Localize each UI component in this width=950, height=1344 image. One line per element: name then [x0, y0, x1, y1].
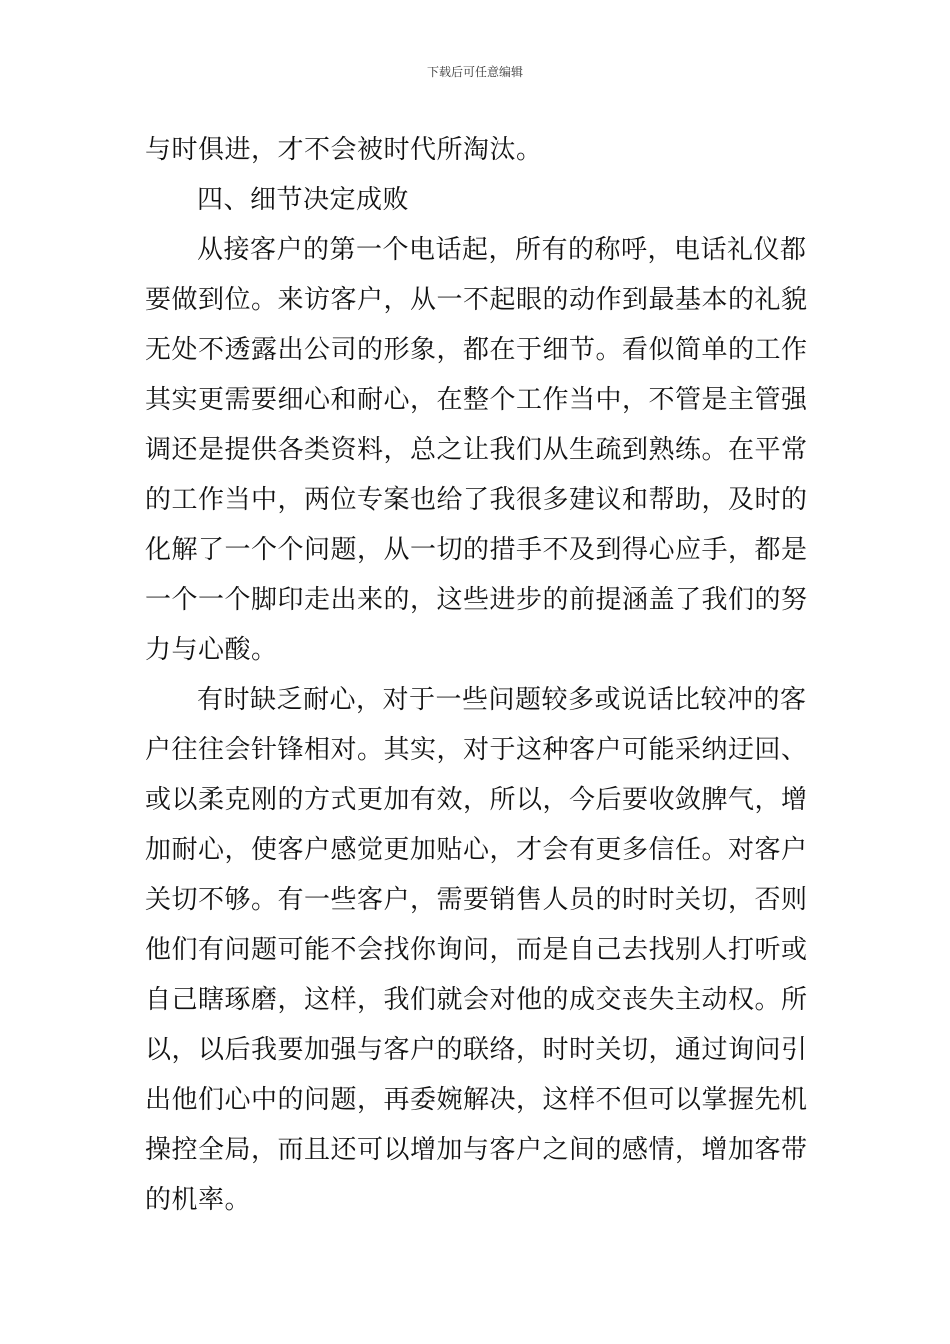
text-line: 的工作当中，两位专案也给了我很多建议和帮助，及时的 [145, 485, 808, 515]
text-line: 化解了一个个问题，从一切的措手不及到得心应手，都是 [145, 535, 808, 565]
text-line: 其实更需要细心和耐心，在整个工作当中，不管是主管强 [145, 385, 808, 415]
text-line: 出他们心中的问题，再委婉解决，这样不但可以掌握先机 [145, 1085, 808, 1115]
text-line: 他们有问题可能不会找你询问，而是自己去找别人打听或 [145, 935, 808, 965]
text-line: 的机率。 [145, 1185, 252, 1215]
text-line: 操控全局，而且还可以增加与客户之间的感情，增加客带 [145, 1135, 808, 1165]
text-line: 自己瞎琢磨，这样，我们就会对他的成交丧失主动权。所 [145, 985, 808, 1015]
text-line: 与时俱进，才不会被时代所淘汰。 [145, 135, 543, 165]
text-line: 户往往会针锋相对。其实，对于这种客户可能采纳迂回、 [145, 735, 808, 765]
text-line: 以，以后我要加强与客户的联络，时时关切，通过询问引 [145, 1035, 808, 1065]
text-line: 关切不够。有一些客户，需要销售人员的时时关切，否则 [145, 885, 808, 915]
text-line: 有时缺乏耐心，对于一些问题较多或说话比较冲的客 [197, 685, 807, 715]
section-heading: 四、细节决定成败 [197, 185, 410, 215]
text-line: 从接客户的第一个电话起，所有的称呼，电话礼仪都 [197, 235, 807, 265]
text-line: 一个一个脚印走出来的，这些进步的前提涵盖了我们的努 [145, 585, 808, 615]
text-line: 无处不透露出公司的形象，都在于细节。看似简单的工作 [145, 335, 808, 365]
text-line: 力与心酸。 [145, 635, 278, 665]
text-line: 要做到位。来访客户，从一不起眼的动作到最基本的礼貌 [145, 285, 808, 315]
text-line: 加耐心，使客户感觉更加贴心，才会有更多信任。对客户 [145, 835, 808, 865]
text-line: 或以柔克刚的方式更加有效，所以，今后要收敛脾气，增 [145, 785, 808, 815]
text-line: 调还是提供各类资料，总之让我们从生疏到熟练。在平常 [145, 435, 808, 465]
header-note: 下载后可任意编辑 [426, 65, 523, 79]
body-text [145, 125, 810, 1225]
